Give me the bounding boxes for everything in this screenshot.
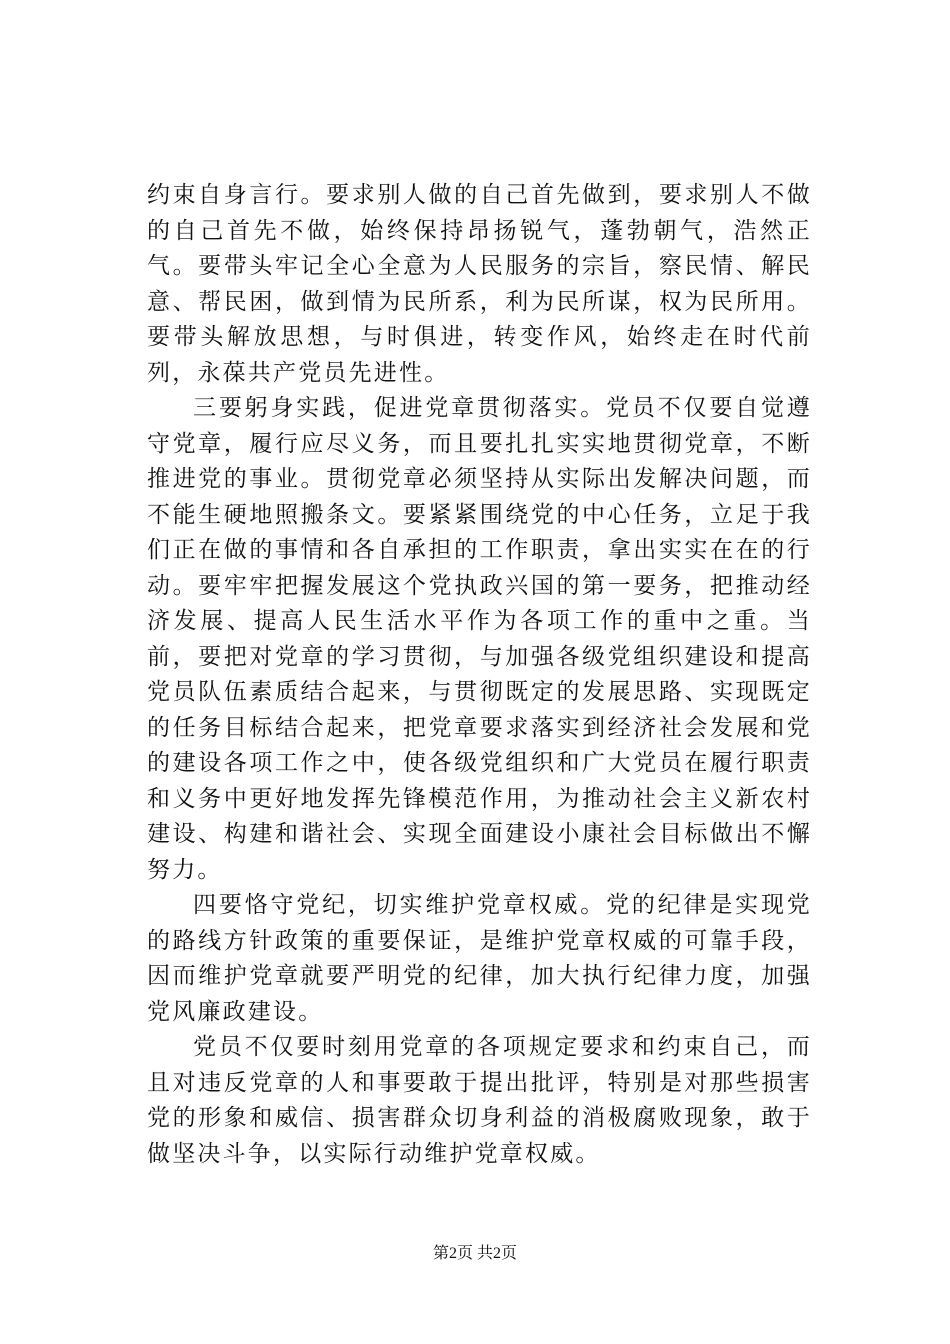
paragraph-3: 四要恪守党纪，切实维护党章权威。党的纪律是实现党的路线方针政策的重要保证，是维护党章权威的可靠手段，因而维护党章就要严明党的纪律，加大执行纪律力度，加强党风廉政建设。 [147,892,812,1025]
paragraph-2: 三要躬身实践，促进党章贯彻落实。党员不仅要自觉遵守党章，履行应尽义务，而且要扎扎实实地贯彻党章，不断推进党的事业。贯彻党章必须坚持从实际出发解决问题，而不能生硬地照搬条文。要紧紧围绕党的中心任务，立足于我们正在做的事情和各自承担的工作职责，拿出实实在在的行动。要牢牢把握发展这个党执政兴国的第一要务，把推动经济发展、提高人民生活水平作为各项工作的重中之重。当前，要把对党章的学习贯彻，与加强各级党组织建设和提高党员队伍素质结合起来，与贯彻既定的发展思路、实现既定的任务目标结合起来，把党章要求落实到经济社会发展和党的建设各项工作之中，使各级党组织和广大党员在履行职责和义务中更好地发挥先锋模范作用，为推动社会主义新农村建设、构建和谐社会、实现全面建设小康社会目标做出不懈努力。 [147,395,812,883]
page-number-footer: 第2页 共2页 [432,1245,517,1262]
document-body [147,178,812,1172]
paragraph-1: 约束自身言行。要求别人做的自己首先做到，要求别人不做的自己首先不做，始终保持昂扬锐气，蓬勃朝气，浩然正气。要带头牢记全心全意为人民服务的宗旨，察民情、解民意、帮民困，做到情为民所系，利为民所谋，权为民所用。要带头解放思想，与时俱进，转变作风，始终走在时代前列，永葆共产党员先进性。 [147,182,812,386]
paragraph-4: 党员不仅要时刻用党章的各项规定要求和约束自己，而且对违反党章的人和事要敢于提出批评，特别是对那些损害党的形象和威信、损害群众切身利益的消极腐败现象，敢于做坚决斗争，以实际行动维护党章权威。 [147,1034,812,1167]
